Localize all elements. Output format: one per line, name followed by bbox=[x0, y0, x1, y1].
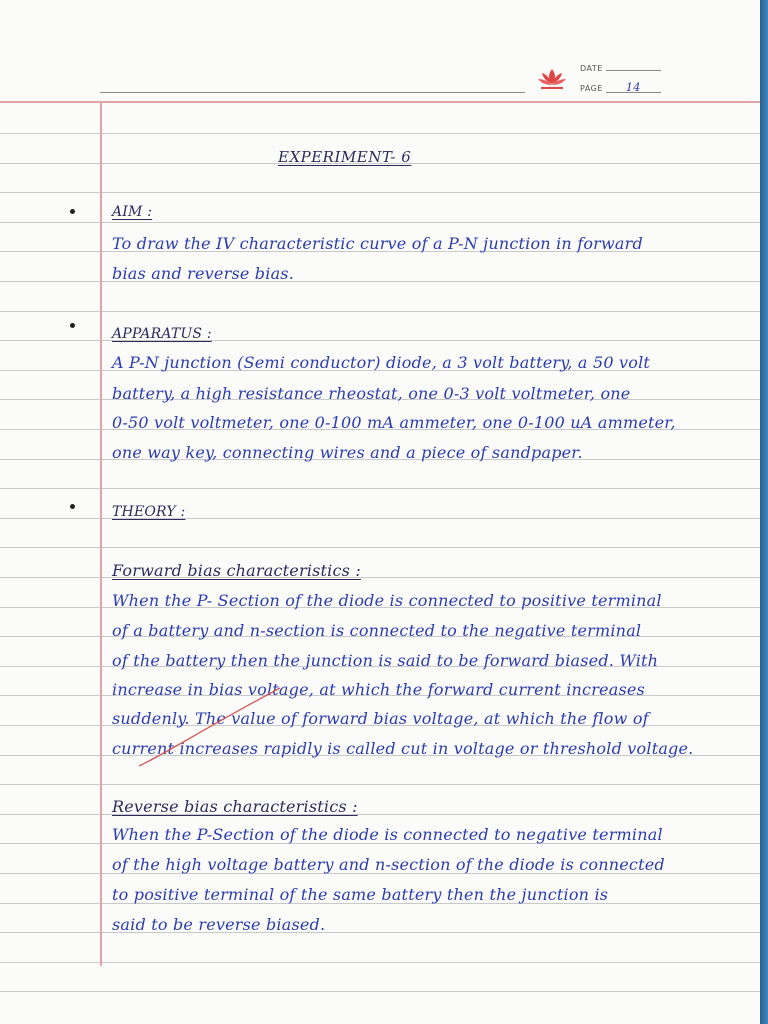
apparatus-heading: APPARATUS : bbox=[112, 326, 212, 342]
ruled-line bbox=[0, 784, 760, 785]
date-field bbox=[580, 64, 661, 73]
reverse-bias-line: of the high voltage battery and n-section of the diode is connected bbox=[112, 855, 665, 874]
page-edge bbox=[760, 0, 768, 1024]
forward-bias-line: of a battery and n-section is connected to the negative terminal bbox=[112, 621, 642, 640]
forward-bias-line: When the P- Section of the diode is connected to positive terminal bbox=[112, 591, 662, 610]
ruled-line bbox=[0, 488, 760, 489]
reverse-bias-line: said to be reverse biased. bbox=[112, 915, 326, 934]
bullet-theory bbox=[70, 504, 75, 509]
ruled-line bbox=[0, 133, 760, 134]
forward-bias-line: of the battery then the junction is said to be forward biased. With bbox=[112, 651, 659, 670]
margin-line-vertical bbox=[100, 101, 102, 966]
reverse-bias-line: When the P-Section of the diode is connected to negative terminal bbox=[112, 825, 663, 844]
ruled-line bbox=[0, 311, 760, 312]
apparatus-line: 0-50 volt voltmeter, one 0-100 mA ammeter, one 0-100 uA ammeter, bbox=[112, 413, 676, 432]
reverse-bias-heading: Reverse bias characteristics : bbox=[112, 797, 358, 816]
aim-line: To draw the IV characteristic curve of a P-N junction in forward bbox=[112, 234, 643, 253]
ruled-line bbox=[0, 991, 760, 992]
forward-bias-line: suddenly. The value of forward bias voltage, at which the flow of bbox=[112, 709, 649, 728]
forward-bias-line: current increases rapidly is called cut in voltage or threshold voltage. bbox=[112, 739, 694, 758]
bullet-apparatus bbox=[70, 323, 75, 328]
red-pen-mark bbox=[135, 682, 285, 772]
ruled-line bbox=[0, 547, 760, 548]
page-number: 14 bbox=[606, 83, 661, 93]
date-value bbox=[606, 70, 661, 71]
ruled-line bbox=[0, 192, 760, 193]
aim-line: bias and reverse bias. bbox=[112, 264, 295, 283]
reverse-bias-line: to positive terminal of the same battery then the junction is bbox=[112, 885, 609, 904]
bullet-aim bbox=[70, 209, 75, 214]
date-label: DATE bbox=[580, 64, 603, 73]
forward-bias-line: increase in bias voltage, at which the forward current increases bbox=[112, 680, 645, 699]
margin-line-horizontal bbox=[0, 101, 760, 103]
ruled-line bbox=[0, 962, 760, 963]
page-label: PAGE bbox=[580, 84, 603, 93]
lotus-logo-icon bbox=[537, 66, 567, 92]
apparatus-line: battery, a high resistance rheostat, one 0-3 volt voltmeter, one bbox=[112, 384, 631, 403]
apparatus-line: A P-N junction (Semi conductor) diode, a 3 volt battery, a 50 volt bbox=[112, 353, 651, 372]
aim-heading: AIM : bbox=[112, 204, 153, 220]
page-field bbox=[580, 83, 661, 93]
header-line bbox=[100, 92, 525, 93]
forward-bias-heading: Forward bias characteristics : bbox=[112, 561, 361, 580]
theory-heading: THEORY : bbox=[112, 504, 186, 520]
ruled-line bbox=[0, 222, 760, 223]
page-title: EXPERIMENT- 6 bbox=[278, 148, 412, 166]
apparatus-line: one way key, connecting wires and a piece of sandpaper. bbox=[112, 443, 583, 462]
